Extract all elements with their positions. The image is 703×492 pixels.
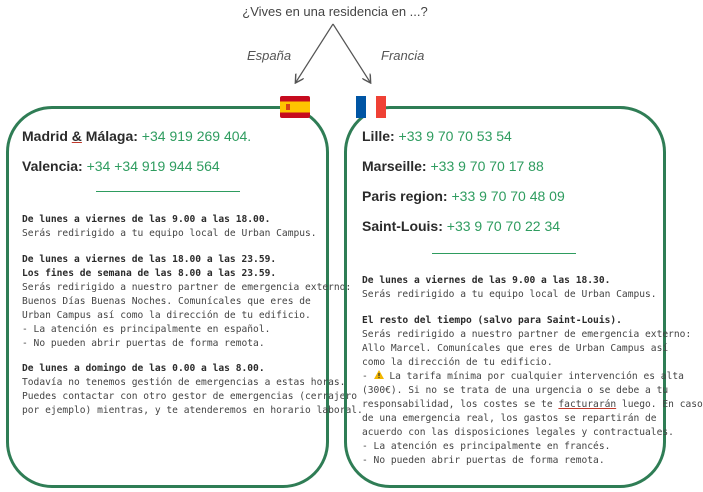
arrow-to-france (333, 24, 370, 82)
phone-marseille: Marseille: +33 9 70 70 17 88 (362, 158, 544, 174)
phone-valencia: Valencia: +34 +34 919 944 564 (22, 158, 220, 174)
phone-saint-louis: Saint-Louis: +33 9 70 70 22 34 (362, 218, 561, 234)
arrow-to-spain (296, 24, 333, 82)
phone-lille: Lille: +33 9 70 70 53 54 (362, 128, 512, 144)
divider (96, 191, 240, 192)
question-heading: ¿Vives en una residencia en ...? (242, 4, 428, 19)
phone-number-link[interactable]: +34 +34 919 944 564 (82, 158, 220, 174)
spain-block-weekday: De lunes a viernes de las 9.00 a las 18.00. Serás redirigido a tu equipo local de Urban Campus. (22, 214, 317, 239)
spain-flag-icon (280, 96, 310, 118)
spain-block-evening: De lunes a viernes de las 18.00 a las 23.59. Los fines de semana de las 8.00 a las 23.59. Serás redirigido a nuestro partner de emergencia externo: Buenos Días Buenas Noches. Comunícales que eres de Urban Campus así como la dirección de tu edificio. - La atención es principalmente en español. - No pueden abrir puertas de forma remota. (22, 254, 352, 349)
spain-block-night: De lunes a domingo de las 0.00 a las 8.00. Todavía no tenemos gestión de emergencias a estas horas. Puedes contactar con otro gestor de emergencias (cerrajero por ejemplo) mientras, y te atenderemos en horario laboral. (22, 363, 363, 416)
phone-number-link[interactable]: +33 9 70 70 22 34 (442, 218, 561, 234)
phone-madrid-malaga: Madrid & Málaga: +34 919 269 404. (22, 128, 252, 144)
warning-icon (374, 370, 384, 384)
france-flag-icon (356, 96, 386, 118)
phone-number-link[interactable]: +33 9 70 70 48 09 (447, 188, 565, 204)
phone-number-link[interactable]: +33 9 70 70 53 54 (394, 128, 512, 144)
branch-label-france: Francia (381, 48, 425, 63)
divider (432, 253, 576, 254)
phone-number-link[interactable]: +33 9 70 70 17 88 (426, 158, 544, 174)
france-block-weekday: De lunes a viernes de las 9.00 a las 18.30. Serás redirigido a tu equipo local de Urban Campus. (362, 275, 657, 300)
phone-number-link[interactable]: +34 919 269 404. (137, 128, 252, 144)
branch-label-spain: España (247, 48, 292, 63)
branch-arrows (0, 0, 670, 100)
phone-paris: Paris region: +33 9 70 70 48 09 (362, 188, 565, 204)
france-block-rest: El resto del tiempo (salvo para Saint-Louis). Serás redirigido a nuestro partner de emergencia externo: Allo Marcel. Comunícales que eres de Urban Campus así como la dirección de tu edificio. - La tarifa mínima por cualquier intervención es alta (300€). Si no se trata de una urgencia o se debe a tu responsabilidad, los costes se te facturarán luego. En caso de una emergencia real, los gastos se repartirán de acuerdo con las disposiciones legales y contractuales. - La atención es principalmente en francés. - No pueden abrir puertas de forma remota. (362, 315, 703, 466)
